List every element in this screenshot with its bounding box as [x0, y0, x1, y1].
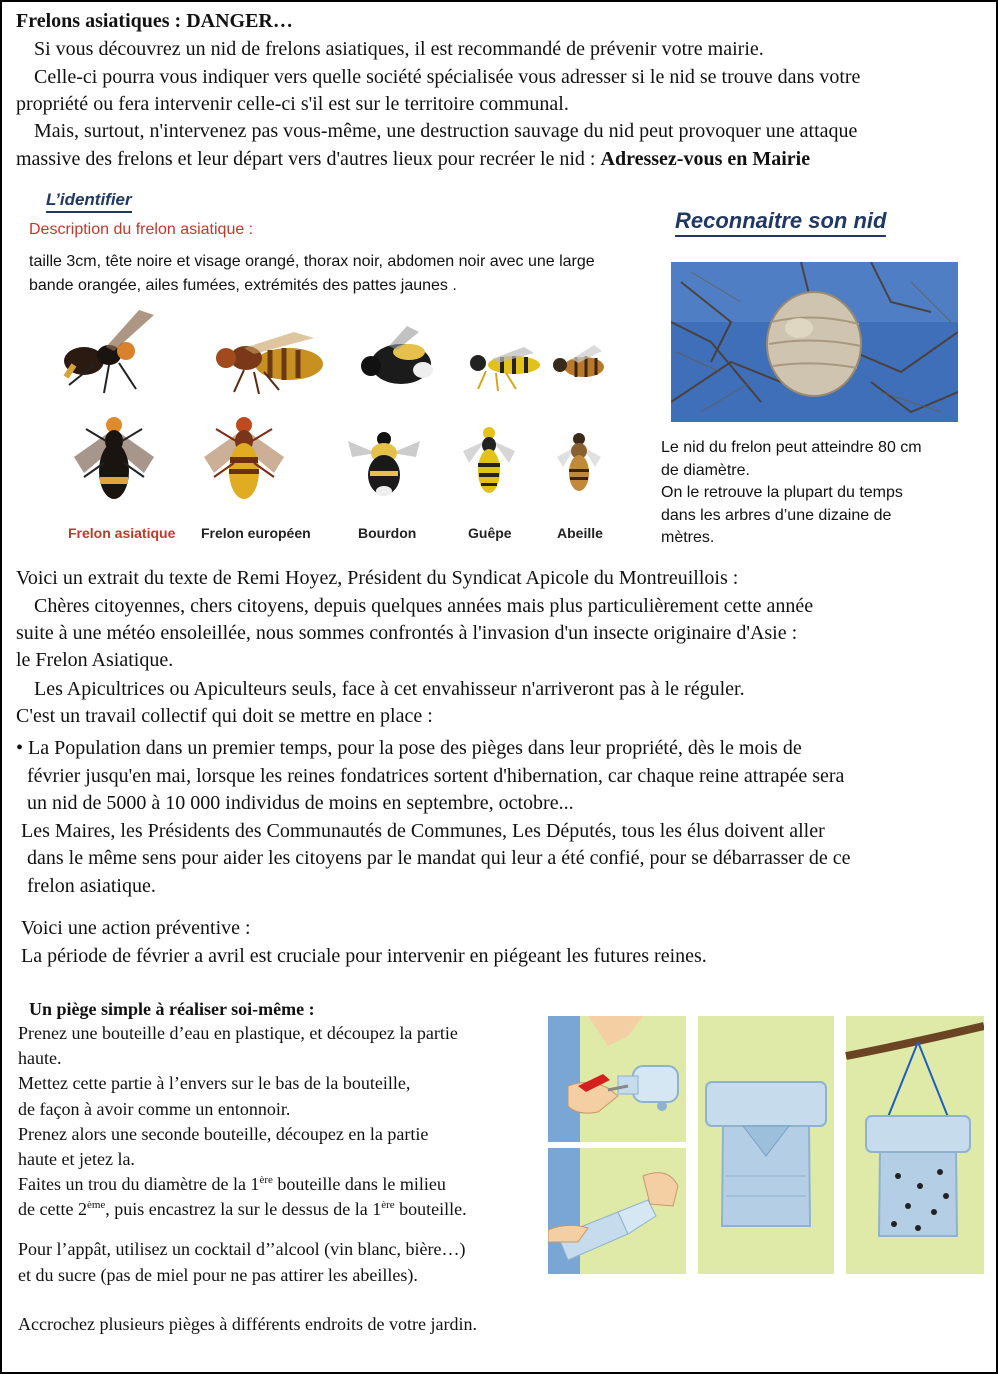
description-line-1: taille 3cm, tête noire et visage orangé, thorax noir, abdomen noir avec une large	[29, 253, 595, 270]
european-hornet-top	[204, 417, 284, 499]
label-frelon-europeen: Frelon européen	[201, 525, 311, 541]
extract-line-1: Chères citoyennes, chers citoyens, depuis quelques années mais plus particulièrement cette année	[34, 595, 814, 617]
extract-line-2: suite à une météo ensoleillée, nous sommes confrontés à l'invasion d'un insecte originaire d'Asie :	[16, 622, 798, 644]
page-title: Frelons asiatiques : DANGER…	[16, 10, 293, 32]
bait-text: Pour l’appât, utilisez un cocktail d’’alcool (vin blanc, bière…) et du sucre (pas de miel pour ne pas attirer les abeilles).	[18, 1239, 466, 1285]
extract-line-4: Les Apicultrices ou Apiculteurs seuls, face à cet envahisseur n'arriveront pas à le réguler.	[34, 678, 745, 700]
wasp-top	[463, 427, 515, 493]
panel-cut-bottle	[548, 1016, 686, 1142]
bullet-line-3: un nid de 5000 à 10 000 individus de moins en septembre, octobre...	[27, 792, 574, 814]
panel-funnel	[698, 1016, 834, 1274]
european-hornet-side	[216, 332, 323, 394]
para-2a: Celle-ci pourra vous indiquer vers quelle société spécialisée vous adresser si le nid se trouve dans votre	[34, 66, 861, 88]
bumblebee-side	[361, 326, 433, 384]
mayors-line-1: Les Maires, les Présidents des Communautés de Communes, Les Députés, tous les élus doivent aller	[21, 820, 825, 842]
nest-heading: Reconnaitre son nid	[675, 208, 886, 237]
description-line-2: bande orangée, ailes fumées, extrémités des pattes jaunes .	[29, 277, 457, 294]
asian-hornet-side	[64, 310, 154, 393]
nest-photo	[671, 262, 958, 422]
trap-illustration	[548, 1016, 984, 1274]
insect-comparison-image	[54, 305, 624, 515]
label-guepe: Guêpe	[468, 525, 512, 541]
bee-side	[553, 345, 604, 377]
label-abeille: Abeille	[557, 525, 603, 541]
label-frelon-asiatique: Frelon asiatique	[68, 525, 176, 541]
description-title: Description du frelon asiatique :	[29, 221, 254, 238]
panel-hanging-trap	[846, 1016, 984, 1274]
panel-assemble	[548, 1148, 686, 1274]
mayors-line-2: dans le même sens pour aider les citoyens par le mandat qui leur a été confié, pour se débarrasser de ce	[27, 847, 851, 869]
asian-hornet-top	[74, 417, 154, 499]
nest-caption: Le nid du frelon peut atteindre 80 cm de diamètre. On le retrouve la plupart du temps dans les arbres d’une dizaine de mètres.	[661, 439, 922, 546]
bumblebee-top	[348, 432, 420, 496]
hang-text: Accrochez plusieurs pièges à différents endroits de votre jardin.	[18, 1314, 477, 1334]
action-line-1: Voici une action préventive :	[21, 917, 251, 939]
trap-title: Un piège simple à réaliser soi-même :	[29, 999, 315, 1019]
bee-top	[557, 433, 601, 491]
action-line-2: La période de février a avril est cruciale pour intervenir en piégeant les futures reines.	[21, 945, 707, 967]
para-1: Si vous découvrez un nid de frelons asiatiques, il est recommandé de prévenir votre mairie.	[34, 38, 764, 60]
mairie-callout: Adressez-vous en Mairie	[600, 148, 811, 170]
extract-intro: Voici un extrait du texte de Remi Hoyez, Président du Syndicat Apicole du Montreuillois :	[16, 567, 739, 589]
bullet-line-1: • La Population dans un premier temps, pour la pose des pièges dans leur propriété, dès le mois de	[16, 737, 802, 759]
extract-line-3: le Frelon Asiatique.	[16, 649, 174, 671]
para-3a: Mais, surtout, n'intervenez pas vous-même, une destruction sauvage du nid peut provoquer une attaque	[34, 120, 858, 142]
label-bourdon: Bourdon	[358, 525, 417, 541]
extract-line-5: C'est un travail collectif qui doit se mettre en place :	[16, 705, 433, 727]
wasp-side	[470, 347, 540, 391]
para-3b: massive des frelons et leur départ vers d'autres lieux pour recréer le nid : Adressez-vous en Mairie	[16, 148, 811, 170]
identify-heading: L’identifier	[46, 190, 132, 213]
bullet-line-2: février jusqu'en mai, lorsque les reines fondatrices sortent d'hibernation, car chaque reine attrapée sera	[27, 765, 845, 787]
para-2b: propriété ou fera intervenir celle-ci s'il est sur le territoire communal.	[16, 93, 569, 115]
trap-instructions: Prenez une bouteille d’eau en plastique, et découpez la partie haute. Mettez cette partie à l’envers sur le bas de la bouteille, de façon à avoir comme un entonnoir. Prenez alors une seconde bouteille, découpez en la partie haute et jetez la. Faites un trou du diamètre de la 1ère bouteille dans le milieu de cette 2ème, puis encastrez la sur le dessus de la 1ère bouteille.	[18, 1023, 467, 1220]
mayors-line-3: frelon asiatique.	[27, 875, 156, 897]
